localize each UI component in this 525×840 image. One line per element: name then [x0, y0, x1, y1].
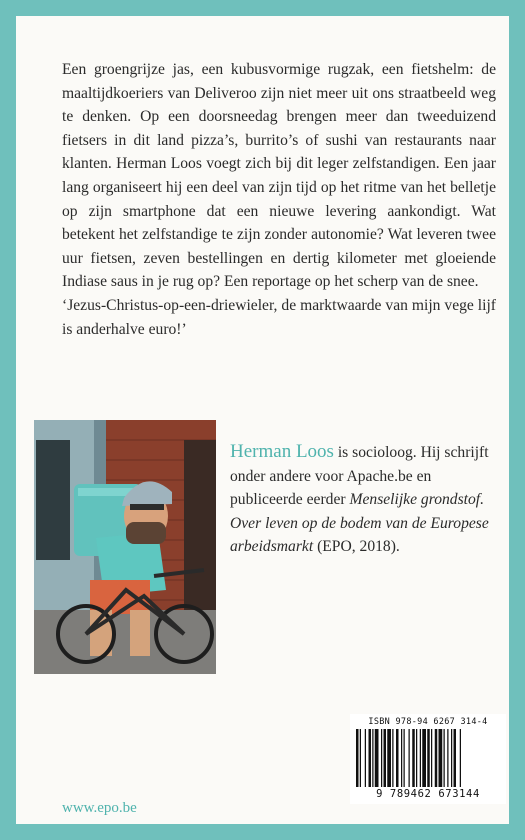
bio-text: is socioloog. Hij schrijft onder andere voor Apache.be en publiceerde eerder: [230, 444, 489, 509]
bio-publication-info: (EPO, 2018).: [313, 538, 400, 556]
barcode-bars: [356, 729, 500, 787]
publisher-website-link[interactable]: www.epo.be: [62, 800, 137, 816]
isbn-label: ISBN 978-94 6267 314-4: [368, 717, 488, 727]
isbn-digits: 9 789462 673144: [376, 788, 480, 800]
blurb-text: [62, 58, 496, 341]
isbn-barcode: [350, 714, 506, 804]
author-name: Herman Loos: [230, 441, 334, 462]
author-photo: [34, 420, 216, 674]
author-bio: [230, 440, 490, 559]
blurb-quote: ‘Jezus-Christus-op-een-driewieler, de marktwaarde van mijn vege lijf is anderhalve euro!’: [62, 296, 496, 338]
blurb-paragraph: Een groengrijze jas, een kubusvormige rugzak, een fietshelm: de maaltijdkoeriers van Deliveroo zijn niet meer uit ons straatbeeld weg te denken. Op een doorsneedag brengen meer dan tweeduizend fietsers in dit land pizza’s, burrito’s of sushi van restaurants naar klanten. Herman Loos voegt zich bij dit leger zelfstandigen. Een jaar lang organiseert hij een deel van zijn tijd op het ritme van het belletje op zijn smartphone dat een nieuwe levering aankondigt. Wat betekent het zelfstandige te zijn zonder autonomie? Wat leveren twee uur fietsen, zeven bestellingen en dertig kilometer met gloeiende Indiase saus in je rug op? Een reportage op het scherp van de snee.: [62, 61, 496, 291]
previous-book-title: Menselijke grondstof. Over leven op de bodem van de Europese arbeidsmarkt: [230, 491, 489, 556]
